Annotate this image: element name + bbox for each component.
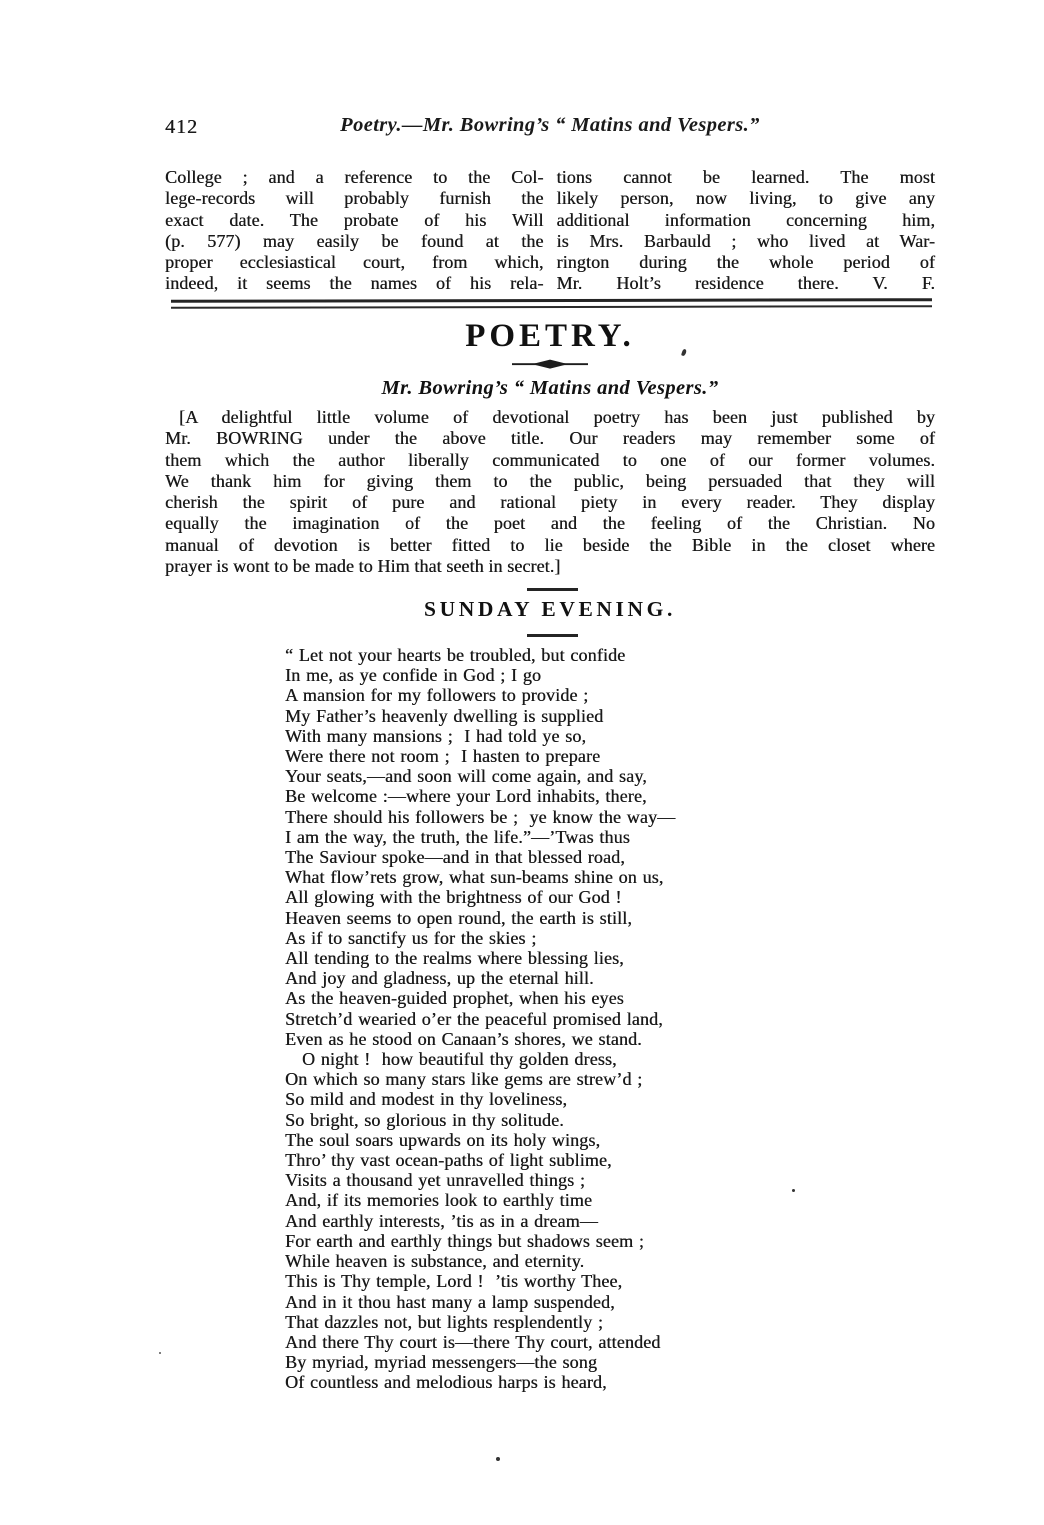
text-line: Mr. BOWRING under the above title. Our readers may remember some of — [165, 428, 935, 449]
poem-line: All glowing with the brightness of our God ! — [285, 887, 622, 908]
scan-speckle — [496, 1457, 500, 1461]
poem-line: So bright, so glorious in thy solitude. — [285, 1109, 564, 1130]
poem-line: Your seats,—and soon will come again, and say, — [285, 766, 647, 787]
poem-line: “ Let not your hearts be troubled, but confide — [285, 645, 626, 665]
poem-divider-top-rule — [527, 588, 578, 591]
poem-line: Be welcome :—where your Lord inhabits, there, — [285, 786, 647, 807]
poem-line: A mansion for my followers to provide ; — [285, 685, 589, 706]
text-line: prayer is wont to be made to Him that seeth in secret.] — [165, 556, 561, 577]
poem-line: And earthly interests, ’tis as in a dream— — [285, 1210, 598, 1231]
poem-line: This is Thy temple, Lord ! ’tis worthy Thee, — [285, 1271, 623, 1292]
article-title: Mr. Bowring’s “ Matins and Vespers.” — [381, 377, 719, 399]
scan-speckle — [681, 349, 687, 357]
poem-line: That dazzles not, but lights resplendently ; — [285, 1311, 604, 1332]
poem-line: O night ! how beautiful thy golden dress, — [285, 1049, 617, 1070]
text-line: them which the author liberally communicated to one of our former volumes. — [165, 449, 935, 470]
poem-title: SUNDAY EVENING. — [424, 597, 676, 621]
poem-line: In me, as ye confide in God ; I go — [285, 665, 542, 686]
poem-line: All tending to the realms where blessing lies, — [285, 948, 624, 969]
text-line: College ; and a reference to the Col- — [165, 167, 544, 187]
text-line: Mr. Holt’s residence there. V. F. — [556, 273, 935, 294]
poem-line: The soul soars upwards on its holy wings, — [285, 1129, 601, 1150]
poem-line: With many mansions ; I had told ye so, — [285, 725, 587, 746]
text-line: manual of devotion is better fitted to lie beside the Bible in the closet where — [165, 534, 935, 555]
poem-line: Thro’ thy vast ocean-paths of light sublime, — [285, 1150, 612, 1171]
poem-line: For earth and earthly things but shadows seem ; — [285, 1230, 644, 1251]
poem-line: Stretch’d wearied o’er the peaceful promised land, — [285, 1008, 663, 1029]
text-line: We thank him for giving them to the public, being persuaded that they will — [165, 470, 935, 491]
poem-line: My Father’s heavenly dwelling is supplied — [285, 705, 604, 726]
poem-line: As if to sanctify us for the skies ; — [285, 927, 537, 948]
poem-line: As the heaven-guided prophet, when his eyes — [285, 988, 624, 1009]
running-title: Poetry.—Mr. Bowring’s “ Matins and Vespers.” — [340, 114, 760, 136]
poem-line: So mild and modest in thy loveliness, — [285, 1089, 568, 1110]
page-number: 412 — [165, 116, 198, 138]
editorial-note — [165, 407, 935, 577]
text-line: equally the imagination of the poet and the feeling of the Christian. No — [165, 513, 935, 534]
poem-line: And joy and gladness, up the eternal hill. — [285, 968, 594, 989]
text-line: additional information concerning him, — [556, 209, 935, 230]
poem-line: And, if its memories look to earthly time — [285, 1190, 593, 1211]
poem-line: The Saviour spoke—and in that blessed road, — [285, 847, 625, 868]
scan-speckle — [792, 1189, 795, 1192]
text-line: indeed, it seems the names of his rela- — [165, 273, 544, 294]
poem-line: Were there not room ; I hasten to prepare — [285, 746, 601, 767]
text-line: tions cannot be learned. The most — [556, 167, 935, 187]
text-line: likely person, now living, to give any — [556, 188, 935, 209]
section-title: POETRY. — [465, 318, 635, 354]
poem-line: There should his followers be ; ye know the way— — [285, 806, 676, 827]
poem-line: By myriad, myriad messengers—the song — [285, 1352, 597, 1373]
text-line: is Mrs. Barbauld ; who lived at War- — [556, 230, 935, 251]
poem-line: What flow’rets grow, what sun-beams shine on us, — [285, 867, 664, 888]
text-line: lege-records will probably furnish the — [165, 188, 544, 209]
text-line: cherish the spirit of pure and rational piety in every reader. They display — [165, 492, 935, 513]
poem-line: Heaven seems to open round, the earth is still, — [285, 907, 632, 928]
poem-line: Even as he stood on Canaan’s shores, we stand. — [285, 1028, 642, 1049]
text-line: proper ecclesiastical court, from which, — [165, 252, 544, 273]
text-line: [A delightful little volume of devotional poetry has been just published by — [179, 407, 935, 427]
prev-article-continuation — [165, 167, 935, 295]
running-head — [165, 114, 935, 144]
left-column — [165, 167, 544, 295]
poem-line: Visits a thousand yet unravelled things ; — [285, 1170, 586, 1191]
poem-line: And there Thy court is—there Thy court, attended — [285, 1331, 661, 1352]
poem-line: Of countless and melodious harps is heard, — [285, 1372, 607, 1393]
text-line: (p. 577) may easily be found at the — [165, 230, 544, 251]
text-line: exact date. The probate of his Will — [165, 209, 544, 230]
poem-line: On which so many stars like gems are strew’d ; — [285, 1069, 643, 1090]
text-line: rington during the whole period of — [556, 252, 935, 273]
right-column — [557, 167, 936, 295]
poem-line: And in it thou hast many a lamp suspended, — [285, 1291, 615, 1312]
diamond-divider-icon — [165, 358, 935, 370]
poem-divider-bottom-rule — [527, 634, 578, 637]
poem-line: While heaven is substance, and eternity. — [285, 1251, 585, 1272]
scan-speckle — [159, 1352, 161, 1354]
section-divider-double-rule — [171, 298, 932, 309]
poem-body — [285, 645, 845, 1393]
poem-line: I am the way, the truth, the life.”—’Twas thus — [285, 826, 630, 847]
